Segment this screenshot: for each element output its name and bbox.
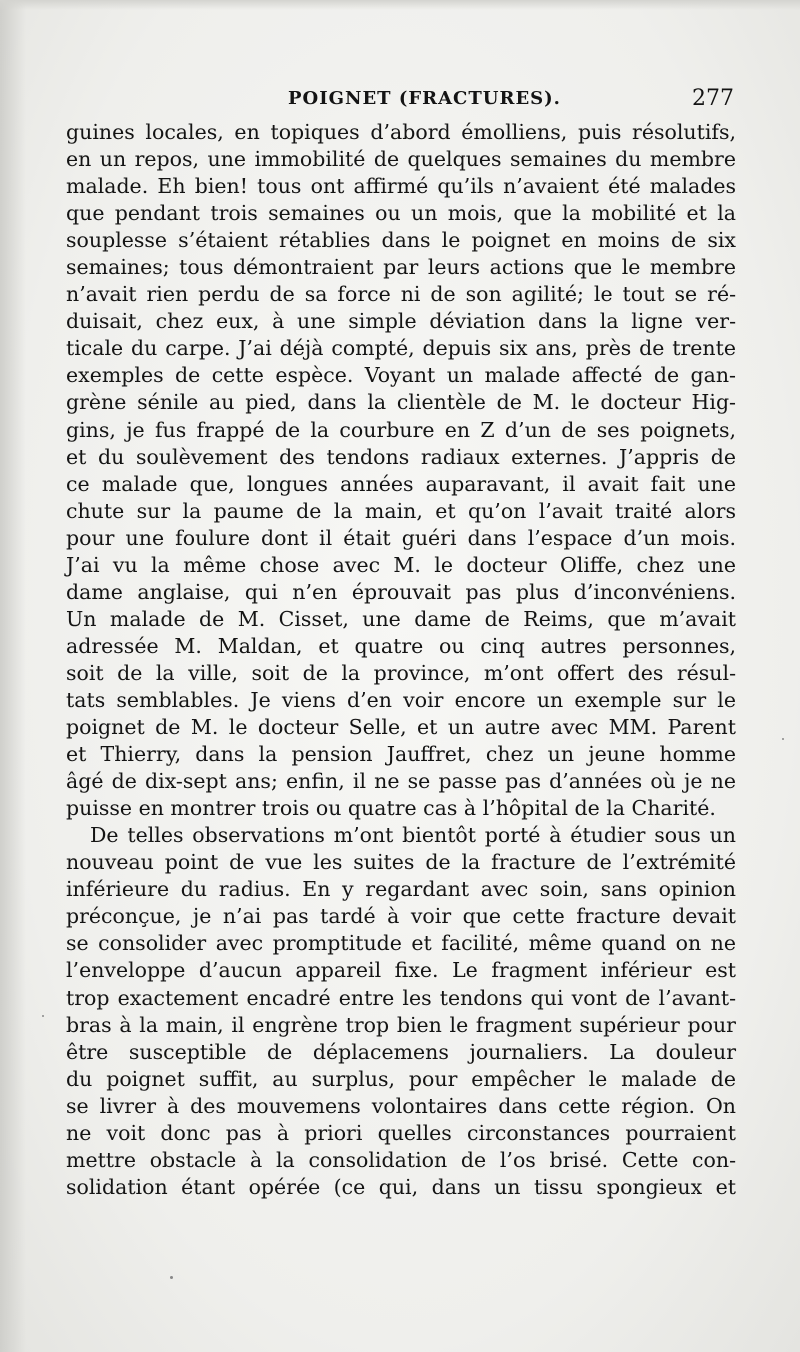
paper-speck [782,738,784,740]
text-line: du poignet suffit, au surplus, pour empêcher le malade de [66,1066,736,1091]
binding-shadow [0,0,26,1352]
text-line: dame anglaise, qui n’en éprouvait pas plus d’inconvéniens. [66,579,736,604]
text-line: puisse en montrer trois ou quatre cas à l’hôpital de la Charité. [66,796,716,821]
text-line: adressée M. Maldan, et quatre ou cinq autres personnes, [66,633,736,658]
text-line: pour une foulure dont il était guéri dans l’espace d’un mois. [66,525,736,550]
text-line: malade. Eh bien! tous ont affirmé qu’ils n’avaient été malades [66,174,736,199]
text-line: ne voit donc pas à priori quelles circonstances pourraient [66,1120,736,1145]
text-line: nouveau point de vue les suites de la fracture de l’extrémité [66,850,736,875]
text-line: et Thierry, dans la pension Jauffret, chez un jeune homme [66,742,736,767]
text-line: solidation étant opérée (ce qui, dans un tissu spongieux et [66,1174,736,1199]
text-line: grène sénile au pied, dans la clientèle de M. le docteur Hig- [66,390,736,415]
paragraph [66,822,736,1201]
text-line: âgé de dix-sept ans; enfin, il ne se passe pas d’années où je ne [66,769,736,794]
text-line: Un malade de M. Cisset, une dame de Reims, que m’avait [66,606,736,631]
text-line: poignet de M. le docteur Selle, et un autre avec MM. Parent [66,715,736,740]
paper-speck [42,1015,44,1017]
body-text [66,119,736,1201]
text-line: inférieure du radius. En y regardant avec soin, sans opinion [66,877,736,902]
text-line: J’ai vu la même chose avec M. le docteur Oliffe, chez une [66,552,736,577]
text-line: chute sur la paume de la main, et qu’on l’avait traité alors [66,498,736,523]
text-line: et du soulèvement des tendons radiaux externes. J’appris de [66,444,736,469]
text-line: se livrer à des mouvemens volontaires dans cette région. On [66,1093,736,1118]
text-line: tats semblables. Je viens d’en voir encore un exemple sur le [66,687,736,712]
text-line: préconçue, je n’ai pas tardé à voir que cette fracture devait [66,904,736,929]
text-line: trop exactement encadré entre les tendons qui vont de l’avant- [66,985,736,1010]
text-line: l’enveloppe d’aucun appareil fixe. Le fragment inférieur est [66,958,736,983]
text-line: De telles observations m’ont bientôt porté à étudier sous un [90,823,736,848]
paper-speck [170,1276,173,1279]
text-line: être susceptible de déplacemens journaliers. La douleur [66,1039,736,1064]
page-header [66,86,736,116]
page-number: 277 [692,86,734,111]
text-line: exemples de cette espèce. Voyant un malade affecté de gan- [66,363,736,388]
page-edge-shadow [0,0,800,10]
text-line: bras à la main, il engrène trop bien le fragment supérieur pour [66,1012,736,1037]
text-line: gins, je fus frappé de la courbure en Z d’un de ses poignets, [66,417,736,442]
paragraph [66,119,736,822]
text-line: semaines; tous démontraient par leurs actions que le membre [66,255,736,280]
text-line: se consolider avec promptitude et facilité, même quand on ne [66,931,736,956]
text-line: guines locales, en topiques d’abord émolliens, puis résolutifs, [66,120,736,144]
text-line: mettre obstacle à la consolidation de l’os brisé. Cette con- [66,1147,736,1172]
text-line: duisait, chez eux, à une simple déviation dans la ligne ver- [66,309,736,334]
text-line: en un repos, une immobilité de quelques semaines du membre [66,147,736,172]
text-line: souplesse s’étaient rétablies dans le poignet en moins de six [66,228,736,253]
running-head: POIGNET (FRACTURES). [288,88,561,109]
text-line: n’avait rien perdu de sa force ni de son agilité; le tout se ré- [66,282,736,307]
text-line: ticale du carpe. J’ai déjà compté, depuis six ans, près de trente [66,336,736,361]
text-line: ce malade que, longues années auparavant, il avait fait une [66,471,736,496]
text-line: soit de la ville, soit de la province, m’ont offert des résul- [66,660,736,685]
text-line: que pendant trois semaines ou un mois, que la mobilité et la [66,201,736,226]
